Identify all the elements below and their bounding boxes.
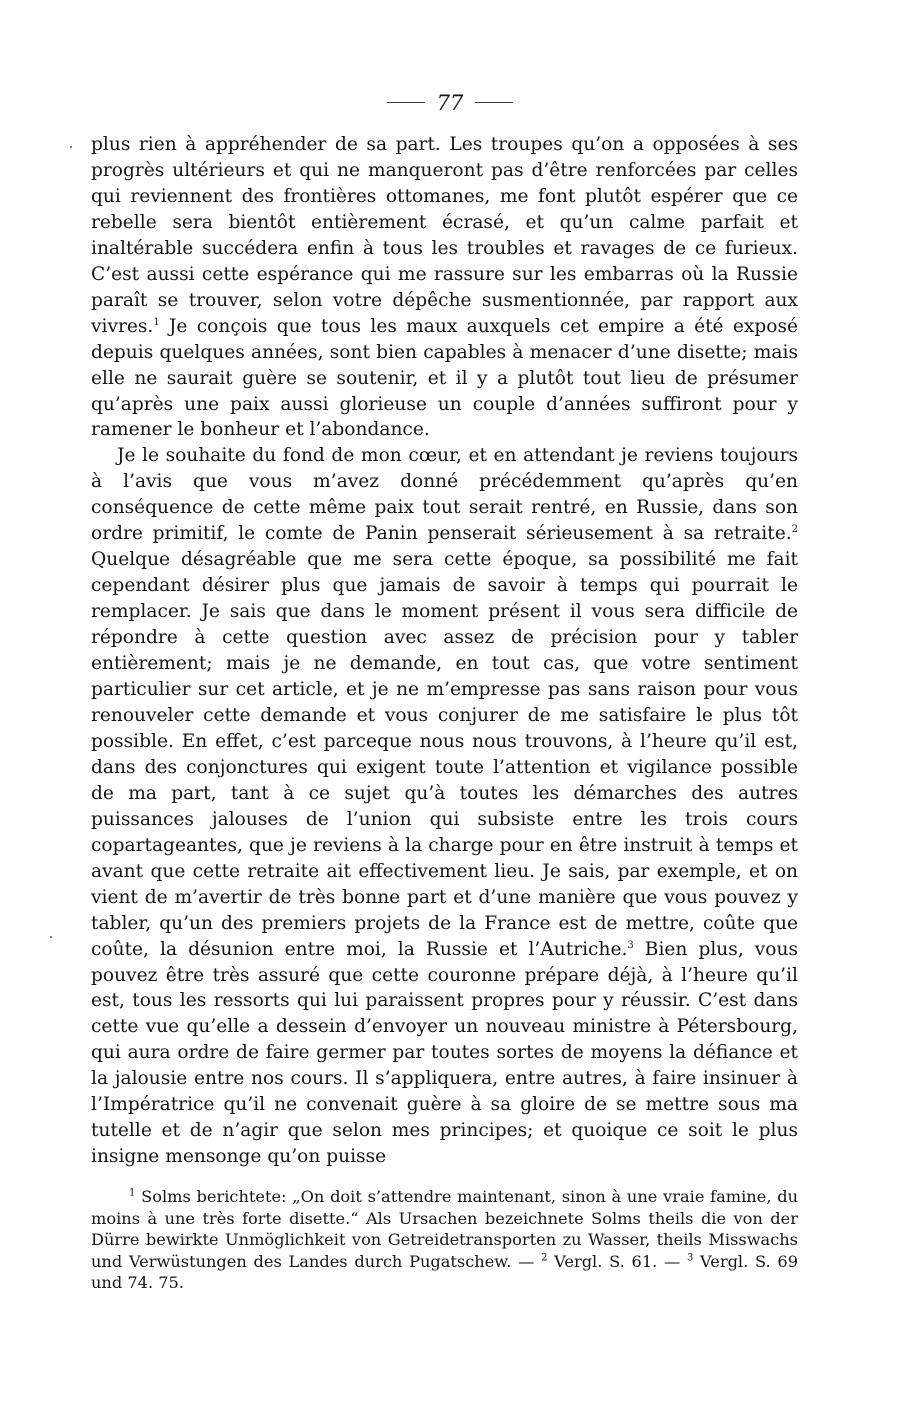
page-number: 77 — [436, 90, 464, 115]
footnote-1-text: Solms berichtete: „On doit s’attendre maintenant, sinon à une vraie famine, du moins à une très forte disette.“ Als Ursachen bezeichnete Solms theils die von der Dürre bewirkte Unmöglichkeit von Getreidetransporten zu Wasser, theils Misswachs und Verwüstungen des Landes durch Pugatschew. — — [91, 1187, 798, 1271]
footnote-marker-3: 3 — [686, 1252, 694, 1264]
footnote-marker-2: 2 — [541, 1252, 548, 1264]
paragraph-1-text-a: plus rien à appréhender de sa part. Les troupes qu’on a opposées à ses progrès ultérieurs et qui ne manqueront pas d’être renforcées par celles qui reviennent des frontières ottomanes, me font plutôt espérer que ce rebelle sera bientôt entièrement écrasé, et qu’un calme parfait et inaltérable succédera enfin à tous les troubles et ravages de ce furieux. C’est aussi cette espérance qui me rassure sur les embarras où la Russie paraît se trouver, selon votre dépêche susmentionnée, par rapport aux vivres. — [91, 134, 798, 337]
footnote-2-text: Vergl. S. 61. — — [547, 1251, 687, 1271]
main-text — [91, 132, 798, 1170]
footnote-ref-3: 3 — [627, 939, 634, 951]
page-header — [0, 88, 900, 116]
paragraph-2-text-b: Quelque désagréable que me sera cette époque, sa possibilité me fait cependant désirer plus que jamais de savoir à temps qui pourrait le remplacer. Je sais que dans le moment présent il vous sera difficile de répondre à cette question avec assez de précision pour y tabler entièrement; mais je ne demande, en tout cas, que votre sentiment particulier sur cet article, et je ne m’empresse pas sans raison pour vous renouveler cette demande et vous conjurer de me satisfaire le plus tôt possible. En effet, c’est parceque nous nous trouvons, à l’heure qu’il est, dans des conjonctures qui exigent toute l’attention et vigilance possible de ma part, tant à ce sujet qu’à toutes les démarches des autres puissances jalouses de l’union qui subsiste entre les trois cours copartageantes, que je reviens à la charge pour en être instruit à temps et avant que cette retraite ait effectivement lieu. Je sais, par exemple, et on vient de m’avertir de très bonne part et d’une manière que vous pouvez y tabler, qu’un des premiers projets de la France est de mettre, coûte que coûte, la désunion entre moi, la Russie et l’Autriche. — [91, 549, 798, 960]
footnote-marker-1: 1 — [129, 1187, 136, 1199]
paragraph-1 — [91, 132, 798, 443]
footnote-3-text: Vergl. S. 69 und 74. 75. — [91, 1251, 798, 1293]
paragraph-1-text-b: Je conçois que tous les maux auxquels cet empire a été exposé depuis quelques années, sont bien capables à menacer d’une disette; mais elle ne saurait guère se soutenir, et il y a plutôt tout lieu de présumer qu’après une paix aussi glorieuse un couple d’années suffiront pour y ramener le bonheur et l’abondance. — [91, 315, 798, 441]
paragraph-2 — [91, 443, 798, 1170]
paragraph-2-text-c: Bien plus, vous pouvez être très assuré que cette couronne prépare déjà, à l’heure qu’il est, tous les ressorts qui lui paraissent propres pour y réussir. C’est dans cette vue qu’elle a dessein d’envoyer un nouveau ministre à Pétersbourg, qui aura ordre de faire germer par toutes sortes de moyens la défiance et la jalousie entre nos cours. Il s’appliquera, entre autres, à faire insinuer à l’Impératrice qu’il ne convenait guère à sa gloire de se mettre sous ma tutelle et de n’agir que selon mes principes; et quoique ce soit le plus insigne mensonge qu’on puisse — [91, 938, 798, 1168]
margin-speck-top — [70, 146, 72, 148]
footnote-ref-1: 1 — [153, 316, 160, 328]
paragraph-2-text-a: Je le souhaite du fond de mon cœur, et en attendant je reviens toujours à l’avis que vous m’avez donné précédemment qu’après qu’en conséquence de cette même paix tout serait rentré, en Russie, dans son ordre primitif, le comte de Panin penserait sérieusement à sa retraite. — [91, 445, 798, 545]
header-rule-right — [475, 102, 513, 103]
header-rule-left — [387, 102, 425, 103]
footnotes — [91, 1186, 798, 1294]
margin-speck-middle — [50, 936, 52, 938]
footnote-block — [91, 1186, 798, 1294]
footnote-ref-2: 2 — [791, 524, 798, 536]
